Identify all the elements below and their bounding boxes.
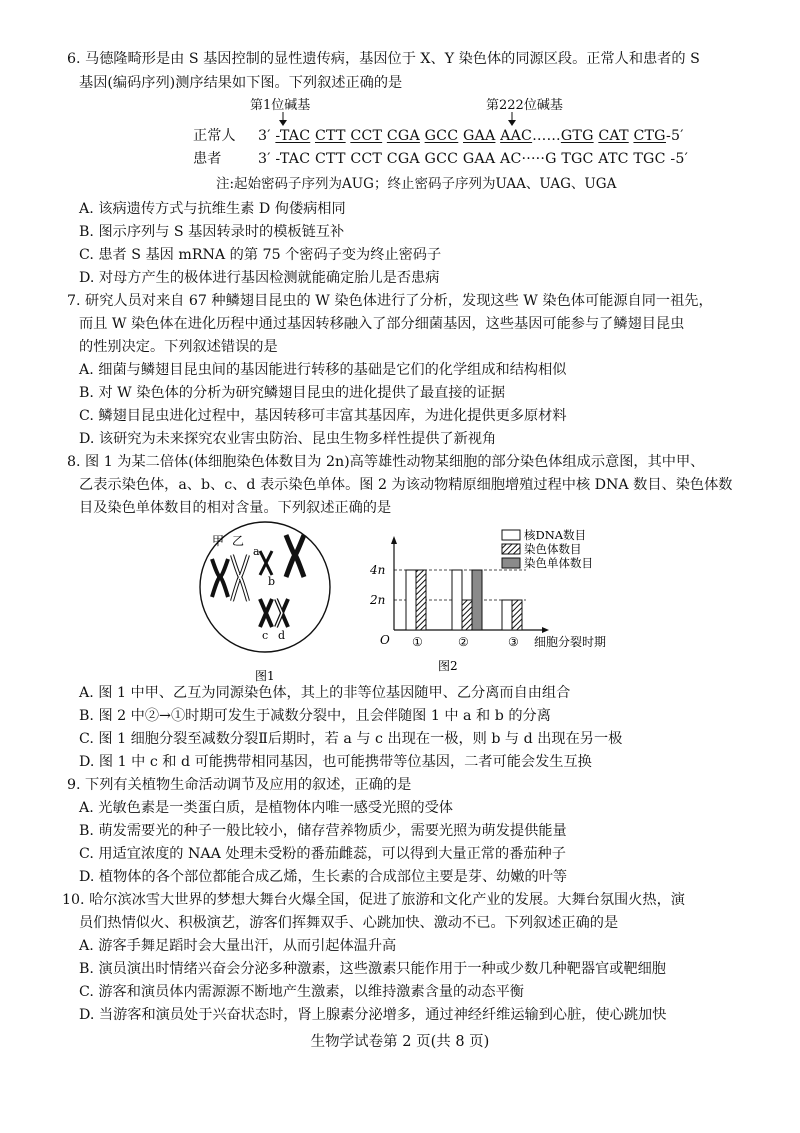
label-b: b bbox=[268, 575, 276, 588]
prime-3: 3′ bbox=[258, 151, 271, 167]
q6-normal-sequence bbox=[258, 125, 684, 147]
bar-2 bbox=[512, 600, 522, 630]
legend-swatch bbox=[502, 558, 520, 568]
q6-option-b: B. 图示序列与 S 基因转录时的模板链互补 bbox=[79, 224, 345, 240]
legend-label: 染色单体数目 bbox=[524, 556, 593, 570]
bar-3 bbox=[472, 570, 482, 630]
bar-1 bbox=[406, 570, 416, 630]
patient-seq-text: -TAC CTT CCT CGA GCC GAA AC·····G TGC ATC TGC -5′ bbox=[275, 151, 688, 167]
x-tick-label: ③ bbox=[508, 635, 519, 649]
codon: -TAC bbox=[275, 128, 311, 144]
q6-label-222-base: 第222位碱基 bbox=[486, 98, 563, 113]
q6-stem-line2: 基因(编码序列)测序结果如下图。下列叙述正确的是 bbox=[79, 75, 403, 91]
prime-5: -5′ bbox=[665, 128, 684, 144]
q6-label-first-base: 第1位碱基 bbox=[250, 98, 311, 113]
figure-1-caption: 图1 bbox=[255, 669, 275, 683]
q7-stem-line1: 7. 研究人员对来自 67 种鳞翅目昆虫的 W 染色体进行了分析，发现这些 W 染色体可能源自同一祖先， bbox=[67, 293, 713, 309]
figure-1-cell bbox=[198, 515, 338, 685]
q6-stem-line1: 6. 马德隆畸形是由 S 基因控制的显性遗传病，基因位于 X、Y 染色体的同源区段。正常人和患者的 S bbox=[67, 51, 700, 67]
figure-2-caption: 图2 bbox=[438, 659, 458, 673]
q8-option-b: B. 图 2 中②→①时期可发生于减数分裂中，且会伴随图 1 中 a 和 b 的分离 bbox=[79, 708, 551, 724]
legend-swatch bbox=[502, 544, 520, 554]
page-footer: 生物学试卷第 2 页(共 8 页) bbox=[310, 1034, 490, 1050]
codon: GTG bbox=[560, 128, 594, 144]
bar-2 bbox=[416, 570, 426, 630]
q6-note: 注:起始密码子序列为AUG；终止密码子序列为UAA、UAG、UGA bbox=[216, 176, 617, 192]
q7-stem-line3: 的性别决定。下列叙述错误的是 bbox=[79, 339, 278, 355]
ellipsis: …… bbox=[532, 128, 561, 144]
chromosome-large-right bbox=[286, 535, 304, 577]
q10-stem-line2: 员们热情似火、积极演艺，游客们挥舞双手、心跳加快、激动不已。下列叙述正确的是 bbox=[79, 915, 619, 931]
x-tick-label: ① bbox=[412, 635, 423, 649]
q7-option-d: D. 该研究为未来探究农业害虫防治、昆虫生物多样性提供了新视角 bbox=[79, 431, 497, 447]
y-axis-arrow bbox=[391, 536, 397, 544]
bar-1 bbox=[502, 600, 512, 630]
q6-patient-label: 患者 bbox=[193, 151, 222, 167]
chromosome-ab bbox=[260, 551, 272, 575]
prime-3: 3′ bbox=[258, 128, 271, 144]
q10-stem-line1: 10. 哈尔滨冰雪大世界的梦想大舞台火爆全国，促进了旅游和文化产业的发展。大舞台氛围火热，演 bbox=[62, 892, 685, 908]
q9-option-a: A. 光敏色素是一类蛋白质，是植物体内唯一感受光照的受体 bbox=[79, 800, 453, 816]
q8-stem-line3: 目及染色单体数目的相对含量。下列叙述正确的是 bbox=[79, 500, 392, 516]
x-axis-label: 细胞分裂时期 bbox=[534, 635, 607, 649]
q10-option-d: D. 当游客和演员处于兴奋状态时，肾上腺素分泌增多，通过神经纤维运输到心脏，使心跳加快 bbox=[79, 1007, 667, 1023]
q6-normal-label: 正常人 bbox=[193, 128, 236, 144]
q6-option-a: A. 该病遗传方式与抗维生素 D 佝偻病相同 bbox=[79, 201, 346, 217]
label-c: c bbox=[262, 629, 269, 642]
codon: CGA bbox=[386, 128, 420, 144]
codon: AAC bbox=[500, 128, 533, 144]
figure-2-chart bbox=[360, 520, 620, 685]
chromosome-yi bbox=[232, 555, 248, 601]
bar-2 bbox=[462, 600, 472, 630]
chromosome-d bbox=[276, 599, 288, 627]
q10-option-b: B. 演员演出时情绪兴奋会分泌多种激素，这些激素只能作用于一种或少数几种靶器官或靶细胞 bbox=[79, 961, 666, 977]
q7-option-a: A. 细菌与鳞翅目昆虫间的基因能进行转移的基础是它们的化学组成和结构相似 bbox=[79, 362, 567, 378]
label-yi: 乙 bbox=[232, 534, 245, 548]
legend-swatch bbox=[502, 530, 520, 540]
q7-stem-line2: 而且 W 染色体在进化历程中通过基因转移融入了部分细菌基因，这些基因可能参与了鳞翅目昆虫 bbox=[79, 316, 685, 332]
q8-stem-line2: 乙表示染色体，a、b、c、d 表示染色单体。图 2 为该动物精原细胞增殖过程中核 DNA 数目、染色体数 bbox=[79, 477, 733, 493]
q9-stem: 9. 下列有关植物生命活动调节及应用的叙述，正确的是 bbox=[67, 777, 412, 793]
y-tick-label: 2n bbox=[370, 593, 386, 607]
legend-label: 核DNA数目 bbox=[524, 528, 587, 542]
x-axis-arrow bbox=[542, 627, 549, 633]
chromosome-jia bbox=[212, 559, 228, 597]
q8-stem-line1: 8. 图 1 为某二倍体(体细胞染色体数目为 2n)高等雄性动物某细胞的部分染色体组成示意图，其中甲、 bbox=[67, 454, 705, 470]
legend-label: 染色体数目 bbox=[524, 542, 582, 556]
q7-option-b: B. 对 W 染色体的分析为研究鳞翅目昆虫的进化提供了最直接的证据 bbox=[79, 385, 506, 401]
q6-patient-sequence bbox=[258, 148, 688, 170]
q9-option-c: C. 用适宜浓度的 NAA 处理未受粉的番茄雌蕊，可以得到大量正常的番茄种子 bbox=[79, 846, 566, 862]
bar-1 bbox=[452, 570, 462, 630]
codon: GAA bbox=[463, 128, 496, 144]
q9-option-b: B. 萌发需要光的种子一般比较小，储存营养物质少，需要光照为萌发提供能量 bbox=[79, 823, 567, 839]
codon: CTT bbox=[314, 128, 346, 144]
label-a: a bbox=[253, 545, 260, 558]
q8-option-d: D. 图 1 中 c 和 d 可能携带相同基因，也可能携带等位基因，二者可能会发生互换 bbox=[79, 754, 592, 770]
label-d: d bbox=[278, 629, 286, 642]
origin-label: O bbox=[380, 633, 390, 647]
codon: CCT bbox=[350, 128, 383, 144]
q8-option-a: A. 图 1 中甲、乙互为同源染色体，其上的非等位基因随甲、乙分离而自由组合 bbox=[79, 685, 571, 701]
codon: CTG bbox=[633, 128, 666, 144]
q6-option-d: D. 对母方产生的极体进行基因检测就能确定胎儿是否患病 bbox=[79, 270, 440, 286]
codon: CAT bbox=[598, 128, 629, 144]
q8-option-c: C. 图 1 细胞分裂至减数分裂Ⅱ后期时，若 a 与 c 出现在一极，则 b 与 d 出现在另一极 bbox=[79, 731, 623, 747]
x-tick-label: ② bbox=[458, 635, 469, 649]
codon: GCC bbox=[424, 128, 459, 144]
label-jia: 甲 bbox=[212, 534, 225, 548]
q7-option-c: C. 鳞翅目昆虫进化过程中，基因转移可丰富其基因库，为进化提供更多原材料 bbox=[79, 408, 567, 424]
q9-option-d: D. 植物体的各个部位都能合成乙烯，生长素的合成部位主要是芽、幼嫩的叶等 bbox=[79, 869, 568, 885]
y-tick-label: 4n bbox=[370, 563, 386, 577]
q6-option-c: C. 患者 S 基因 mRNA 的第 75 个密码子变为终止密码子 bbox=[79, 247, 442, 263]
q10-option-c: C. 游客和演员体内需源源不断地产生激素，以维持激素含量的动态平衡 bbox=[79, 984, 524, 1000]
chromosome-c bbox=[260, 599, 272, 627]
q10-option-a: A. 游客手舞足蹈时会大量出汗，从而引起体温升高 bbox=[79, 938, 397, 954]
